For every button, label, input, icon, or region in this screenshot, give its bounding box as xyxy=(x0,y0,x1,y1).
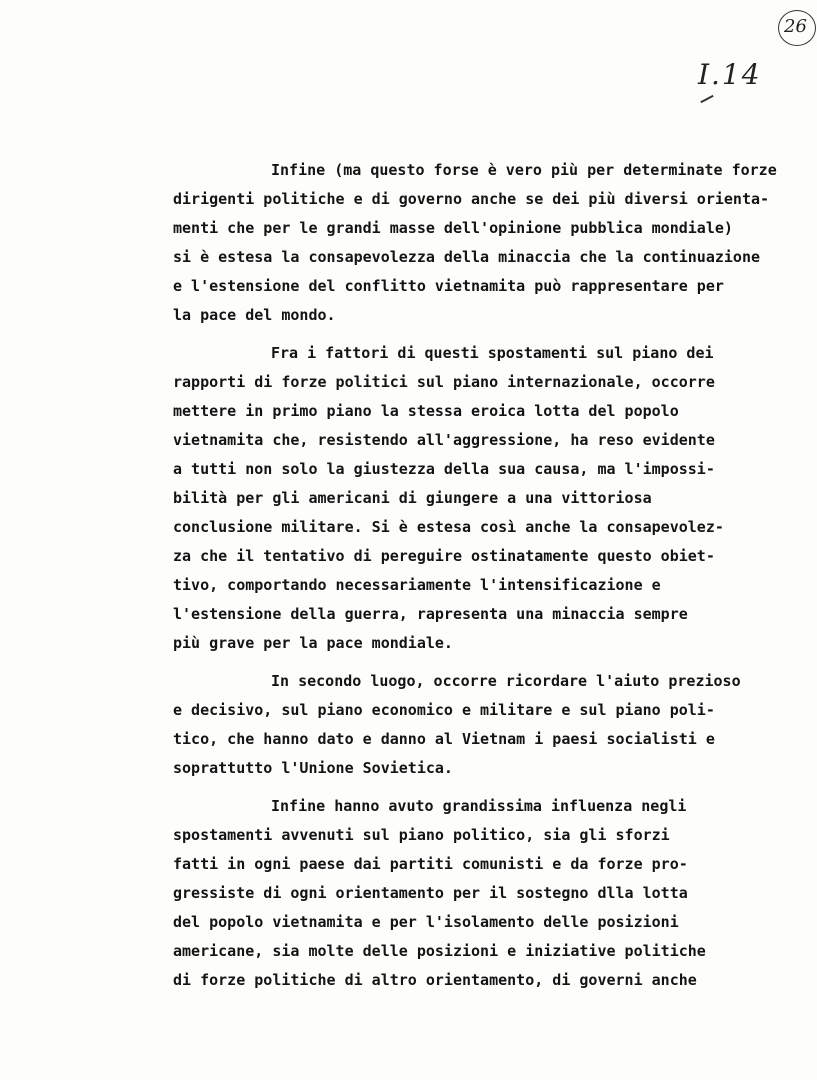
text-line: e l'estensione del conflitto vietnamita può rappresentare per xyxy=(173,277,724,295)
text-line: bilità per gli americani di giungere a una vittoriosa xyxy=(173,489,652,507)
text-line: Infine (ma questo forse è vero più per determinate forze xyxy=(271,161,777,179)
text-line: americane, sia molte delle posizioni e iniziative politiche xyxy=(173,942,706,960)
text-line: di forze politiche di altro orientamento, di governi anche xyxy=(173,971,697,989)
document-reference: I.14 xyxy=(698,58,762,91)
text-line: si è estesa la consapevolezza della minaccia che la continuazione xyxy=(173,248,760,266)
text-line: Fra i fattori di questi spostamenti sul piano dei xyxy=(271,344,714,362)
text-line: rapporti di forze politici sul piano internazionale, occorre xyxy=(173,373,715,391)
text-line: del popolo vietnamita e per l'isolamento delle posizioni xyxy=(173,913,679,931)
page-number: 26 xyxy=(784,16,807,37)
text-line: e decisivo, sul piano economico e militare e sul piano poli- xyxy=(173,701,715,719)
text-line: soprattutto l'Unione Sovietica. xyxy=(173,759,453,777)
text-line: menti che per le grandi masse dell'opinione pubblica mondiale) xyxy=(173,219,733,237)
text-line: mettere in primo piano la stessa eroica lotta del popolo xyxy=(173,402,679,420)
text-line: Infine hanno avuto grandissima influenza negli xyxy=(271,797,687,815)
text-line: spostamenti avvenuti sul piano politico, sia gli sforzi xyxy=(173,826,670,844)
text-line: l'estensione della guerra, rapresenta una minaccia sempre xyxy=(173,605,688,623)
text-line: tico, che hanno dato e danno al Vietnam i paesi socialisti e xyxy=(173,730,715,748)
text-line: fatti in ogni paese dai partiti comunisti e da forze pro- xyxy=(173,855,688,873)
text-line: dirigenti politiche e di governo anche se dei più diversi orienta- xyxy=(173,190,770,208)
text-line: la pace del mondo. xyxy=(173,306,336,324)
text-line: za che il tentativo di pereguire ostinatamente questo obiet- xyxy=(173,547,715,565)
text-line: In secondo luogo, occorre ricordare l'aiuto prezioso xyxy=(271,672,741,690)
document-reference-underline xyxy=(700,95,713,103)
text-line: tivo, comportando necessariamente l'intensificazione e xyxy=(173,576,661,594)
text-line: a tutti non solo la giustezza della sua causa, ma l'impossi- xyxy=(173,460,715,478)
text-line: vietnamita che, resistendo all'aggressione, ha reso evidente xyxy=(173,431,715,449)
text-line: più grave per la pace mondiale. xyxy=(173,634,453,652)
text-line: gressiste di ogni orientamento per il sostegno dlla lotta xyxy=(173,884,688,902)
text-line: conclusione militare. Si è estesa così anche la consapevolez- xyxy=(173,518,724,536)
